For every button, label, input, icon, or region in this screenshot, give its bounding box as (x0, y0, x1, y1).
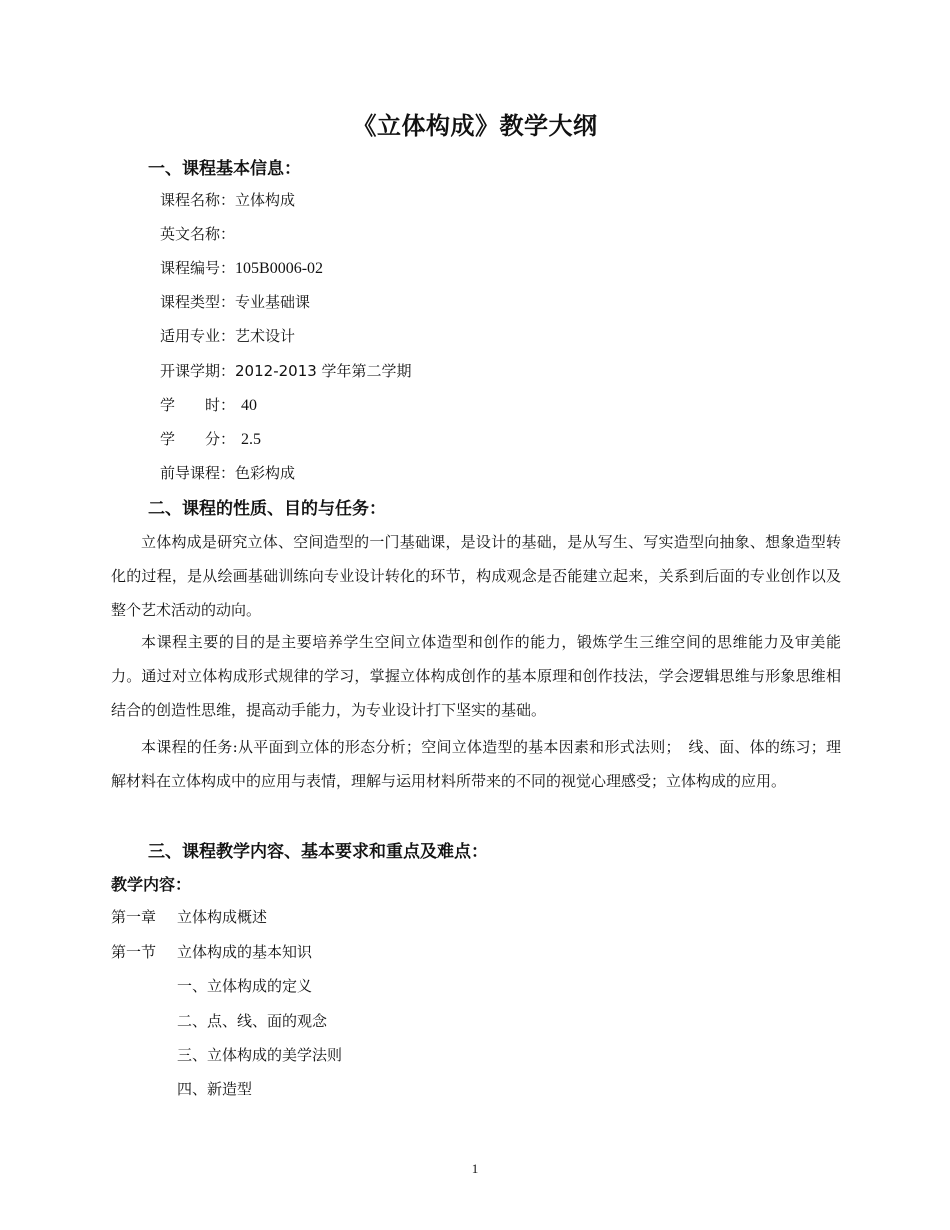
info-row-course-type (160, 291, 310, 313)
info-value: 105B0006-02 (235, 260, 324, 277)
info-value: 40 (241, 397, 258, 414)
info-label: 学 时： (160, 396, 236, 414)
info-row-semester (160, 360, 412, 382)
lesson-number: 第一节 (111, 943, 157, 961)
info-value: 色彩构成 (235, 464, 296, 482)
lesson-title: 立体构成的基本知识 (177, 943, 313, 961)
info-label: 前导课程： (160, 464, 236, 482)
info-label: 课程编号： (160, 259, 236, 277)
info-value: 艺术设计 (235, 327, 296, 345)
info-value: 立体构成 (235, 191, 296, 209)
info-label: 英文名称： (160, 225, 236, 243)
info-value: 2.5 (241, 431, 262, 448)
teaching-content-label: 教学内容： (111, 875, 192, 894)
outline-item: 二、点、线、面的观念 (177, 1012, 328, 1030)
info-label: 学 分： (160, 430, 236, 448)
info-label: 课程类型： (160, 293, 236, 311)
chapter-title: 立体构成概述 (177, 908, 268, 926)
info-row-english-name (160, 223, 235, 245)
info-row-prerequisite (160, 462, 295, 484)
paragraph-purpose: 本课程主要的目的是主要培养学生空间立体造型和创作的能力，锻炼学生三维空间的思维能力及审美能力。通过对立体构成形式规律的学习，掌握立体构成创作的基本原理和创作技法，学会逻辑思维与形象思维相结合的创造性思维，提高动手能力，为专业设计打下坚实的基础。 (111, 633, 841, 719)
info-row-course-code (160, 257, 323, 279)
chapter-line (111, 906, 267, 927)
info-value: 专业基础课 (235, 293, 311, 311)
info-label: 适用专业： (160, 327, 236, 345)
outline-item: 三、立体构成的美学法则 (177, 1046, 343, 1064)
info-row-hours (160, 394, 257, 416)
lesson-line (111, 941, 312, 962)
page-number: 1 (471, 1161, 479, 1176)
info-label: 开课学期： (160, 362, 236, 380)
section2-heading: 二、课程的性质、目的与任务： (148, 499, 386, 519)
outline-item: 四、新造型 (177, 1080, 253, 1098)
info-row-course-name (160, 189, 295, 211)
section1-heading: 一、课程基本信息： (148, 159, 301, 179)
paragraph-nature: 立体构成是研究立体、空间造型的一门基础课，是设计的基础，是从写生、写实造型向抽象、想象造型转化的过程，是从绘画基础训练向专业设计转化的环节，构成观念是否能建立起来，关系到后面的专业创作以及整个艺术活动的动向。 (111, 533, 841, 619)
paragraph-tasks: 本课程的任务:从平面到立体的形态分析；空间立体造型的基本因素和形式法则； 线、面、体的练习；理解材料在立体构成中的应用与表情，理解与运用材料所带来的不同的视觉心理感受；立体构成的应用。 (111, 738, 841, 790)
section3-heading: 三、课程教学内容、基本要求和重点及难点： (148, 842, 488, 862)
info-row-major (160, 325, 295, 347)
outline-item: 一、立体构成的定义 (177, 977, 313, 995)
chapter-number: 第一章 (111, 908, 157, 926)
info-value: 2012-2013 学年第二学期 (235, 362, 412, 380)
info-row-credits (160, 428, 261, 450)
info-label: 课程名称： (160, 191, 236, 209)
document-title: 《立体构成》教学大纲 (352, 112, 598, 140)
